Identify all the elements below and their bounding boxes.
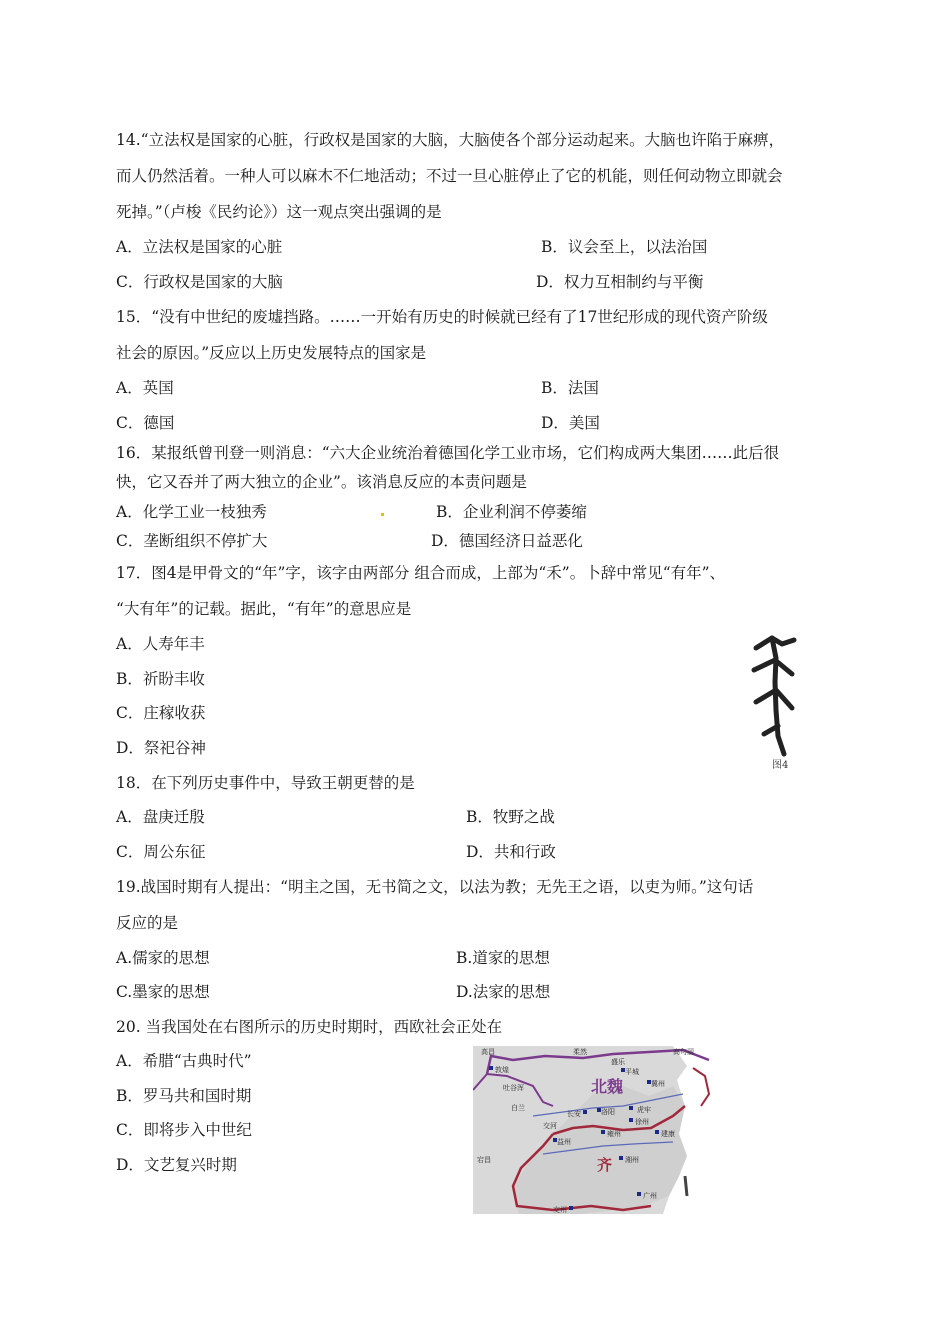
q14-option-a[interactable]: A．立法权是国家的心脏 <box>116 238 283 256</box>
q14-option-c[interactable]: C．行政权是国家的大脑 <box>116 273 283 291</box>
q18-stem: 18．在下列历史事件中，导致王朝更替的是 <box>116 774 415 792</box>
q20-option-a[interactable]: A．希腊“古典时代” <box>116 1052 252 1070</box>
label-rouran: 柔然 <box>573 1048 587 1056</box>
q16-option-d[interactable]: D．德国经济日益恶化 <box>431 532 583 550</box>
q14-stem-line-2: 而人仍然活着。一种人可以麻木不仁地活动；不过一旦心脏停止了它的机能，则任何动物立即就会 <box>116 167 783 185</box>
q17-option-b[interactable]: B．祈盼丰收 <box>116 670 205 688</box>
label-luoyang: 洛阳 <box>601 1108 615 1116</box>
q14-stem-line-3: 死掉。”（卢梭《民约论》）这一观点突出强调的是 <box>116 203 442 221</box>
q15-option-b[interactable]: B．法国 <box>541 379 599 397</box>
label-jiaozhou: 交州 <box>553 1206 567 1214</box>
q14-stem-line-1: 14.“立法权是国家的心脏，行政权是国家的大脑，大脑使各个部分运动起来。大脑也许陷于麻痹， <box>116 131 785 149</box>
city-marker <box>621 1068 625 1072</box>
label-goguryeo: 高句丽 <box>673 1048 694 1056</box>
q19-option-d[interactable]: D.法家的思想 <box>456 983 551 1001</box>
city-marker <box>601 1130 605 1134</box>
q15-stem-line-1: 15．“没有中世纪的废墟挡路。……一开始有历史的时候就已经有了17世纪形成的现代资产阶级 <box>116 308 768 326</box>
figure-4-caption: 图4 <box>772 760 789 771</box>
label-tuyuhun: 吐谷浑 <box>503 1084 524 1092</box>
label-jizhou: 冀州 <box>651 1080 665 1088</box>
q18-option-d[interactable]: D．共和行政 <box>466 843 556 861</box>
q20-stem: 20. 当我国处在右图所示的历史时期时，西欧社会正处在 <box>116 1018 503 1036</box>
label-jiaohe: 交河 <box>543 1122 557 1130</box>
northern-wei-southern-qi-map <box>473 1046 717 1214</box>
q17-stem-line-1: 17．图4是甲骨文的“年”字，该字由两部分 组合而成，上部为“禾”。卜辞中常见“有年”、 <box>116 564 726 582</box>
label-xuzhou: 徐州 <box>635 1118 649 1126</box>
city-marker <box>637 1192 641 1196</box>
q15-stem-line-2: 社会的原因。”反应以上历史发展特点的国家是 <box>116 344 427 362</box>
region-northern-wei: 北魏 <box>591 1077 624 1096</box>
q17-option-c[interactable]: C．庄稼收获 <box>116 704 206 722</box>
label-bailan: 白兰 <box>511 1104 525 1112</box>
q17-option-a[interactable]: A．人寿年丰 <box>116 635 205 653</box>
taiwan-island <box>685 1176 687 1196</box>
q18-option-b[interactable]: B．牧野之战 <box>466 808 555 826</box>
q20-option-c[interactable]: C．即将步入中世纪 <box>116 1121 252 1139</box>
city-marker <box>489 1066 493 1070</box>
city-marker <box>619 1156 623 1160</box>
q19-option-a[interactable]: A.儒家的思想 <box>116 949 210 967</box>
q19-option-c[interactable]: C.墨家的思想 <box>116 983 210 1001</box>
q18-option-c[interactable]: C．周公东征 <box>116 843 206 861</box>
label-guangzhou: 广州 <box>643 1192 657 1200</box>
q16-stem-line-1: 16．某报纸曾刊登一则消息：“六大企业统治着德国化学工业市场，它们构成两大集团……此后很 <box>116 444 780 462</box>
q16-option-a[interactable]: A．化学工业一枝独秀 <box>116 503 267 521</box>
oracle-bone-nian-character-figure <box>742 630 808 774</box>
label-shengle: 盛乐 <box>611 1058 625 1066</box>
q14-option-d[interactable]: D．权力互相制约与平衡 <box>536 273 704 291</box>
q17-option-d[interactable]: D．祭祀谷神 <box>116 739 206 757</box>
city-marker <box>597 1108 601 1112</box>
label-jiankang: 建康 <box>661 1130 675 1138</box>
q14-option-b[interactable]: B．议会至上，以法治国 <box>541 238 708 256</box>
city-marker <box>583 1110 587 1114</box>
q18-option-a[interactable]: A．盘庚迁殷 <box>116 808 205 826</box>
city-marker <box>647 1080 651 1084</box>
q15-option-c[interactable]: C．德国 <box>116 414 175 432</box>
label-dangchang: 宕昌 <box>477 1156 491 1164</box>
label-changan: 长安 <box>567 1110 581 1118</box>
q19-option-b[interactable]: B.道家的思想 <box>456 949 550 967</box>
q20-option-d[interactable]: D．文艺复兴时期 <box>116 1156 237 1174</box>
city-marker <box>629 1106 633 1110</box>
q19-stem-line-1: 19.战国时期有人提出：“明主之国，无书简之文，以法为教；无先王之语，以吏为师。”这句话 <box>116 878 754 896</box>
q16-option-c[interactable]: C．垄断组织不停扩大 <box>116 532 268 550</box>
region-southern-qi: 齐 <box>597 1156 613 1174</box>
q17-stem-line-2: “大有年”的记载。据此，“有年”的意思应是 <box>116 600 412 618</box>
stray-dot-mark <box>381 513 384 516</box>
label-gaochang: 高昌 <box>481 1048 495 1056</box>
q15-option-a[interactable]: A．英国 <box>116 379 174 397</box>
city-marker <box>629 1118 633 1122</box>
label-yizhou: 益州 <box>557 1138 571 1146</box>
label-dunhuang: 敦煌 <box>495 1066 509 1074</box>
q16-stem-line-2: 快，它又吞并了两大独立的企业”。该消息反应的本责问题是 <box>116 473 527 491</box>
q20-option-b[interactable]: B．罗马共和国时期 <box>116 1087 252 1105</box>
q16-option-b[interactable]: B．企业利润不停萎缩 <box>436 503 587 521</box>
label-xiangzhou: 湘州 <box>625 1156 639 1164</box>
label-hulao: 虎牢 <box>637 1106 651 1114</box>
city-marker <box>569 1206 573 1210</box>
label-pingcheng: 平城 <box>625 1068 639 1076</box>
q19-stem-line-2: 反应的是 <box>116 914 179 932</box>
label-yongzhou: 雍州 <box>607 1130 621 1138</box>
city-marker <box>553 1138 557 1142</box>
city-marker <box>655 1130 659 1134</box>
q15-option-d[interactable]: D．美国 <box>541 414 600 432</box>
